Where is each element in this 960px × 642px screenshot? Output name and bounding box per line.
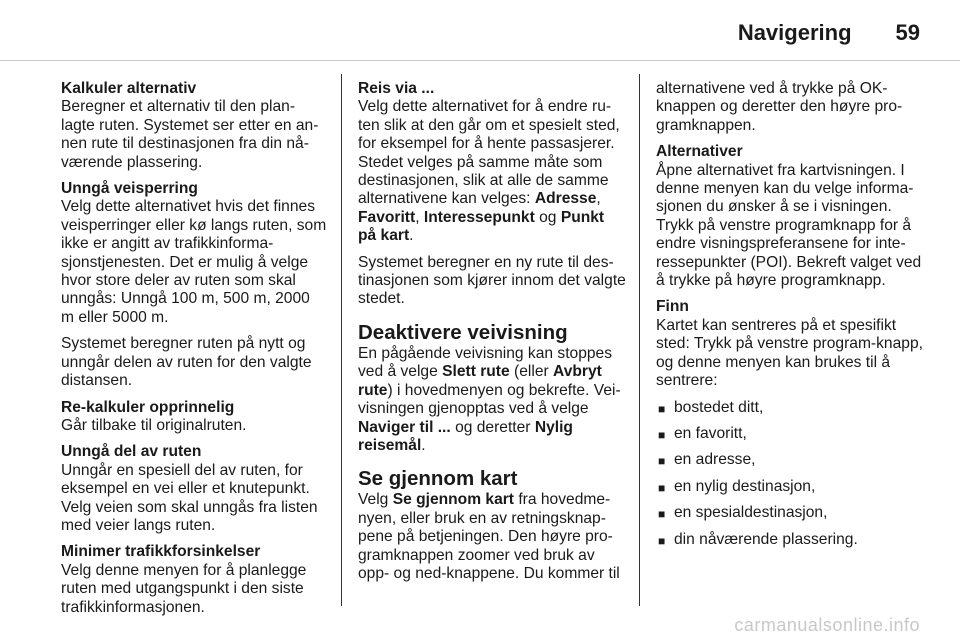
- section-text: Kartet kan sentreres på et spesifikt sted: Trykk på venstre program-knapp, og denne menyen kan brukes til å sentrere:: [656, 316, 923, 390]
- text-run: .: [421, 436, 426, 454]
- option-punkt-pa-kart: Punkt på kart: [358, 208, 605, 245]
- term-slett-rute: Slett rute: [442, 363, 510, 381]
- text-run: ,: [596, 190, 601, 208]
- term-avbryt-rute: Avbryt rute: [358, 363, 602, 399]
- section-text: [358, 345, 626, 455]
- section-unnga-veisperring: [61, 180, 327, 390]
- section-text: Åpne alternativet fra kartvisningen. I denne menyen kan du velge informa-sjonen du ønsker å se i visningen. Trykk på venstre programknapp for å endre visningspreferansene for inte-ressepunkter (POI). Bekreft valget ved å trykke på høyre programknapp.: [656, 161, 922, 290]
- section-minimer: [61, 543, 327, 617]
- list-item: ■ en adresse,: [656, 451, 926, 469]
- bullet-list: [656, 399, 926, 549]
- section-finn: [656, 298, 926, 548]
- term-naviger-til: Naviger til ...: [358, 418, 451, 436]
- text-run: og: [534, 208, 561, 226]
- column-2: [358, 80, 626, 583]
- list-item: ■ en nylig destinasjon,: [656, 478, 926, 496]
- section-heading: Alternativer: [656, 143, 743, 161]
- list-item: ■ din nåværende plassering.: [656, 531, 926, 549]
- text-run: Velg: [358, 491, 393, 509]
- text-run: fra hovedme-nyen, eller bruk en av retningsknap-pene på betjeningen. Den høyre pro-gramknappen zoomer ved bruk av opp- og ned-knappene. Du kommer til: [358, 491, 620, 582]
- header-rule: [0, 60, 960, 61]
- section-continuation: [656, 80, 926, 135]
- section-text: [358, 98, 626, 245]
- section-heading-large: Deaktivere veivisning: [358, 320, 568, 344]
- column-divider: [341, 74, 342, 606]
- text-run: og deretter: [450, 418, 535, 436]
- section-heading-large: Se gjennom kart: [358, 467, 518, 491]
- option-adresse: Adresse: [534, 190, 597, 208]
- section-text: Går tilbake til originalruten.: [61, 416, 247, 434]
- section-reis-via: [358, 80, 626, 309]
- list-item: ■ en favoritt,: [656, 425, 926, 443]
- page-title: Navigering: [737, 20, 852, 45]
- text-run: .: [409, 227, 414, 245]
- column-divider: [639, 74, 640, 606]
- section-kalkuler-alternativ: [61, 80, 327, 172]
- section-text: alternativene ved å trykke på OK-knappen og deretter den høyre pro-gramknappen.: [656, 80, 903, 134]
- text-run: (eller: [509, 363, 554, 381]
- page-header: [738, 20, 920, 46]
- text-run: En pågående veivisning kan stoppes ved å velge: [358, 344, 613, 381]
- column-1: [61, 80, 327, 617]
- list-item: ■ en spesialdestinasjon,: [656, 504, 926, 522]
- term-nylig-reisemal: Nylig reisemål: [358, 418, 573, 454]
- column-3: [656, 80, 926, 557]
- section-text: Velg dette alternativet hvis det finnes veisperringer eller kø langs ruten, som ikke er angitt av trafikkinforma-sjonstjenesten. Det er mulig å velge hvor store deler av ruten som skal unngås: Unngå 100 m, 500 m, 2000 m eller 5000 m.: [61, 198, 327, 326]
- section-heading: Unngå veisperring: [61, 180, 198, 198]
- list-item: ■ bostedet ditt,: [656, 399, 926, 417]
- section-text: [358, 491, 626, 583]
- page-number: 59: [895, 20, 920, 45]
- section-unnga-del: [61, 443, 327, 535]
- section-heading: Minimer trafikkforsinkelser: [61, 543, 261, 561]
- section-alternativer: [656, 143, 926, 290]
- term-se-gjennom-kart: Se gjennom kart: [392, 491, 515, 509]
- option-interessepunkt: Interessepunkt: [423, 208, 535, 226]
- section-text: Velg denne menyen for å planlegge ruten med utgangspunkt i den siste trafikkinformasjonen.: [61, 561, 307, 616]
- section-heading: Reis via ...: [358, 80, 435, 97]
- text-run: ,: [415, 208, 424, 226]
- text-run: Velg dette alternativet for å endre ru-ten slik at den går om et spesielt sted, for eksempel for å hente passasjerer. Stedet velges på samme måte som destinasjonen, slik at alle de samme alternativene kan velges:: [358, 98, 620, 208]
- section-text: Beregner et alternativ til den plan-lagte ruten. Systemet ser etter en an-nen rute til destinasjonen fra din nå-værende plassering.: [61, 98, 319, 171]
- section-text: Systemet beregner en ny rute til des-tinasjonen som kjører innom det valgte stedet.: [358, 253, 626, 308]
- option-favoritt: Favoritt: [358, 208, 416, 226]
- section-heading: Unngå del av ruten: [61, 443, 202, 461]
- section-heading: Kalkuler alternativ: [61, 80, 197, 97]
- section-text: Unngår en spesiell del av ruten, for eksempel en vei eller et knutepunkt. Velg veien som skal unngås fra listen med veier langs ruten.: [61, 461, 318, 534]
- section-se-gjennom-kart: [358, 467, 626, 583]
- section-heading: Finn: [656, 298, 689, 316]
- section-heading: Re-kalkuler opprinnelig: [61, 398, 235, 416]
- section-rekalkuler: [61, 399, 327, 436]
- text-run: ) i hovedmenyen og bekrefte. Vei-visningen gjenopptas ved å velge: [358, 381, 621, 418]
- section-text: Systemet beregner ruten på nytt og unngår delen av ruten for den valgte distansen.: [61, 335, 312, 390]
- watermark: carmanualsonline.info: [734, 615, 920, 635]
- section-deaktivere: [358, 321, 626, 455]
